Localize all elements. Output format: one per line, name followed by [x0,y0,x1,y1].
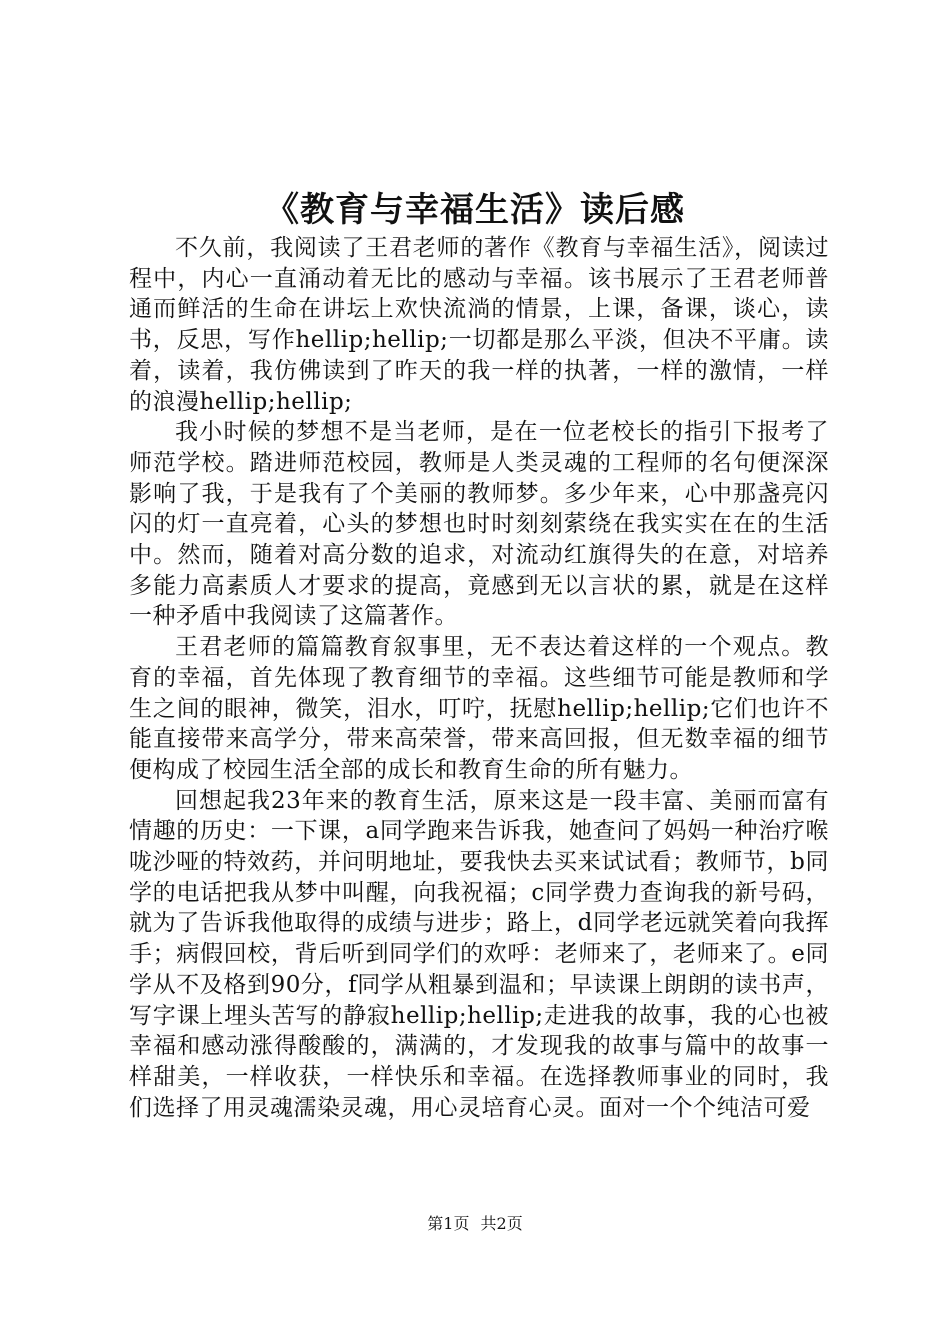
page-total: 共2页 [480,1214,523,1233]
page-number: 第1页 [427,1214,470,1233]
page-footer [0,1214,950,1234]
document-title: 《教育与幸福生活》读后感 [265,190,685,230]
paragraph: 我小时候的梦想不是当老师，是在一位老校长的指引下报考了师范学校。踏进师范校园，教师是人类灵魂的工程师的名句便深深影响了我，于是我有了个美丽的教师梦。多少年来，心中那盏亮闪闪的灯一直亮着，心头的梦想也时时刻刻萦绕在我实实在在的生活中。然而，随着对高分数的追求，对流动红旗得失的在意，对培养多能力高素质人才要求的提高，竟感到无以言状的累，就是在这样一种矛盾中我阅读了这篇著作。 [129,419,829,630]
document-body [129,233,829,1123]
paragraph: 不久前，我阅读了王君老师的著作《教育与幸福生活》，阅读过程中，内心一直涌动着无比的感动与幸福。该书展示了王君老师普通而鲜活的生命在讲坛上欢快流淌的情景，上课，备课，谈心，读书，反思，写作hellip;hellip;一切都是那么平淡，但决不平庸。读着，读着，我仿佛读到了昨天的我一样的执著，一样的激情，一样的浪漫hellip;hellip; [129,235,829,415]
paragraph: 回想起我23年来的教育生活，原来这是一段丰富、美丽而富有情趣的历史：一下课，a同学跑来告诉我，她查问了妈妈一种治疗喉咙沙哑的特效药，并问明地址，要我快去买来试试看；教师节，b同学的电话把我从梦中叫醒，向我祝福；c同学费力查询我的新号码，就为了告诉我他取得的成绩与进步；路上，d同学老远就笑着向我挥手；病假回校，背后听到同学们的欢呼：老师来了，老师来了。e同学从不及格到90分，f同学从粗暴到温和；早读课上朗朗的读书声，写字课上埋头苦写的静寂hellip;hellip;走进我的故事，我的心也被幸福和感动涨得酸酸的，满满的，才发现我的故事与篇中的故事一样甜美，一样收获，一样快乐和幸福。在选择教师事业的同时，我们选择了用灵魂濡染灵魂，用心灵培育心灵。面对一个个纯洁可爱 [129,787,829,1121]
paragraph: 王君老师的篇篇教育叙事里，无不表达着这样的一个观点。教育的幸福，首先体现了教育细节的幸福。这些细节可能是教师和学生之间的眼神，微笑，泪水，叮咛，抚慰hellip;hellip;它们也许不能直接带来高学分，带来高荣誉，带来高回报，但无数幸福的细节便构成了校园生活全部的成长和教育生命的所有魅力。 [129,634,829,783]
